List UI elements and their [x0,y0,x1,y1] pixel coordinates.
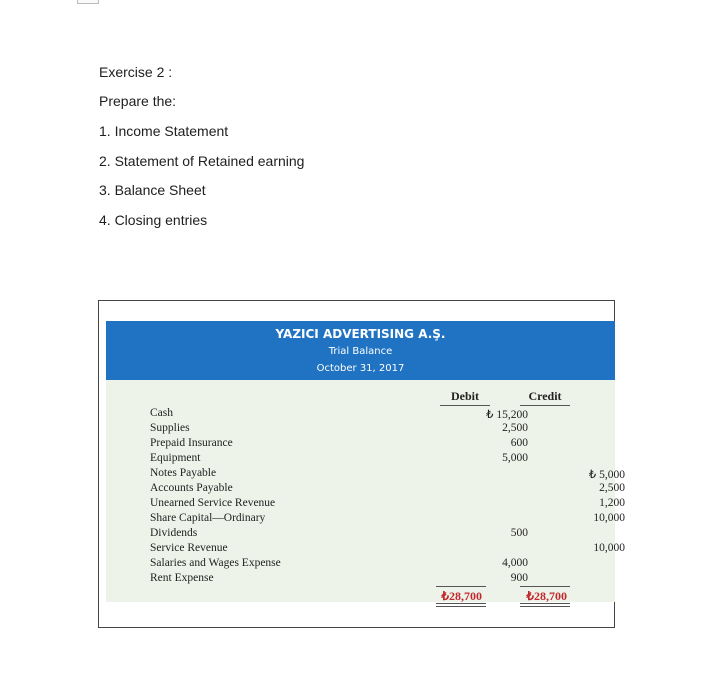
debit-amount: 4,000 [502,557,528,569]
table-row [150,482,625,497]
page-corner-mark [77,0,99,4]
table-row [150,527,580,542]
debit-total-rule [436,586,486,587]
account-name: Rent Expense [150,572,214,584]
account-name: Service Revenue [150,542,228,554]
credit-amount: ₺ 5,000 [588,469,625,481]
credit-total: ₺28,700 [526,589,567,603]
table-row [150,557,580,572]
report-title: Trial Balance [328,346,393,357]
account-name: Supplies [150,422,190,434]
debit-column-header [440,389,490,404]
credit-total-rule [520,586,570,587]
credit-amount: 10,000 [593,512,625,524]
instruction-item: 4. Closing entries [99,212,208,228]
debit-amount: 5,000 [502,452,528,464]
divider [440,405,490,406]
table-row [150,542,625,557]
account-name: Equipment [150,452,201,464]
credit-double-rule [520,603,570,607]
trial-balance-panel [106,321,625,603]
account-name: Notes Payable [150,467,217,479]
credit-amount: 2,500 [599,482,625,494]
prompt-text: Prepare the: [99,93,177,109]
table-row [150,422,580,437]
credit-header-label: Credit [528,389,562,403]
debit-double-rule [436,603,486,607]
divider [520,405,570,406]
debit-total: ₺28,700 [441,589,482,603]
trial-balance-header [106,321,615,380]
exercise-title: Exercise 2 : [99,64,173,80]
instruction-item: 1. Income Statement [99,123,229,139]
credit-column-header [520,389,570,404]
account-name: Prepaid Insurance [150,437,233,449]
account-name: Unearned Service Revenue [150,497,276,509]
debit-amount: 600 [510,437,528,449]
company-name: YAZICI ADVERTISING A.Ş. [275,327,446,341]
credit-amount: 10,000 [593,542,625,554]
table-row [150,512,625,527]
table-row [150,452,580,467]
debit-amount: 2,500 [502,422,528,434]
instruction-item: 2. Statement of Retained earning [99,153,305,169]
account-name: Dividends [150,527,198,539]
report-date: October 31, 2017 [316,363,405,374]
trial-balance-image [98,300,625,628]
credit-amount: 1,200 [599,497,625,509]
debit-header-label: Debit [451,389,479,403]
account-name: Salaries and Wages Expense [150,557,281,569]
table-row [150,437,580,452]
table-row [150,572,580,587]
debit-amount: 500 [510,527,528,539]
table-row [150,497,625,512]
instruction-item: 3. Balance Sheet [99,182,206,198]
account-name: Share Capital—Ordinary [150,512,266,524]
table-row [150,467,625,482]
debit-amount: ₺ 15,200 [486,409,528,421]
account-name: Accounts Payable [150,482,233,494]
account-name: Cash [150,407,173,419]
table-row [150,407,580,422]
debit-amount: 900 [510,572,528,584]
